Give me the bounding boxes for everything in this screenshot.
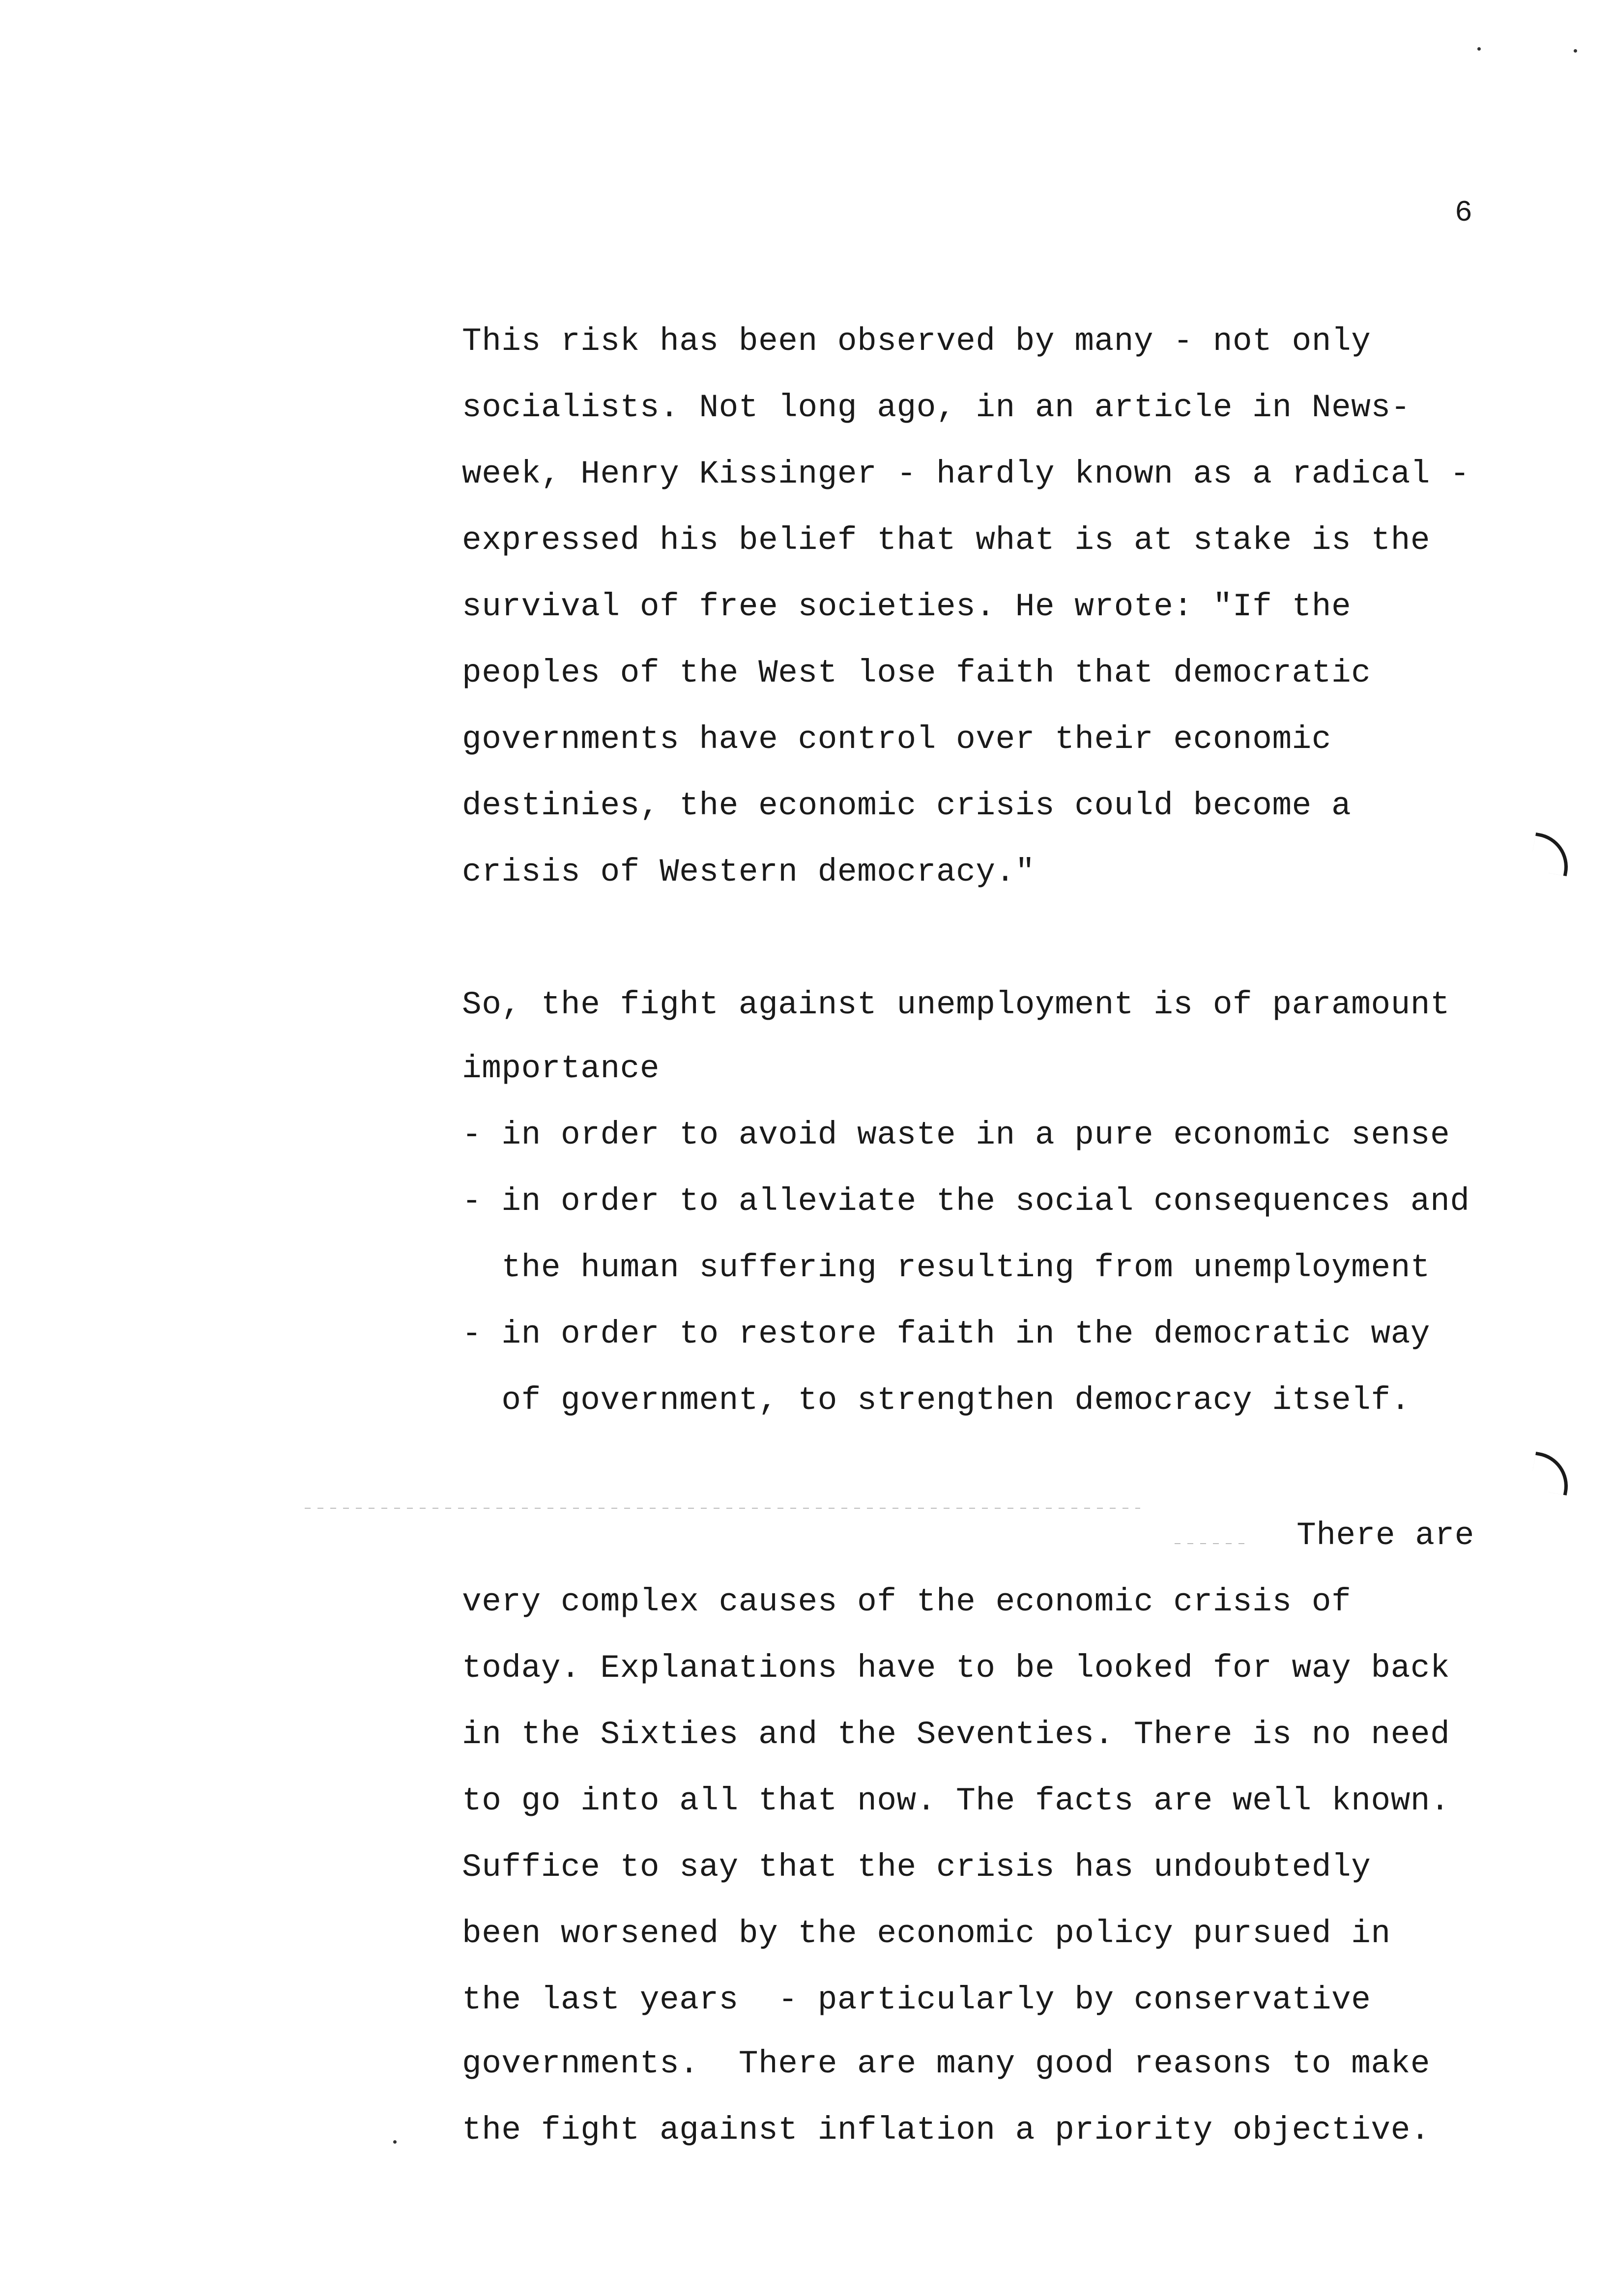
bullet-item-continuation: of government, to strengthen democracy itself. [462,1382,1410,1419]
paragraph-3-line: to go into all that now. The facts are well known. [462,1782,1450,1819]
paragraph-1-line: governments have control over their economic [462,721,1332,758]
paragraph-3-line: the last years - particularly by conservative [462,1981,1371,2018]
paragraph-2-intro-line: So, the fight against unemployment is of paramount [462,986,1450,1023]
paragraph-3-line: the fight against inflation a priority objective. [462,2112,1431,2149]
paragraph-2-intro-line: importance [462,1050,660,1087]
paragraph-3-line: been worsened by the economic policy pursued in [462,1915,1391,1952]
paragraph-1-line: This risk has been observed by many - not only [462,323,1371,360]
bullet-item: - in order to avoid waste in a pure economic sense [462,1117,1450,1153]
paragraph-1-line: destinies, the economic crisis could become a [462,787,1352,824]
paragraph-3-line: Suffice to say that the crisis has undoubtedly [462,1849,1371,1886]
margin-mark [1529,832,1573,876]
bullet-item: - in order to alleviate the social consequences and [462,1183,1470,1220]
paragraph-3-line: in the Sixties and the Seventies. There is no need [462,1716,1450,1753]
paragraph-1-line: survival of free societies. He wrote: "If the [462,588,1352,625]
erased-text-remnant [305,1508,1140,1509]
erased-text-remnant [1175,1543,1248,1544]
speck-mark [393,2140,397,2144]
paragraph-1-line: socialists. Not long ago, in an article in News- [462,389,1410,426]
paragraph-3-line: today. Explanations have to be looked for way back [462,1650,1450,1687]
paragraph-1-line: peoples of the West lose faith that democratic [462,655,1371,691]
paragraph-1-line: week, Henry Kissinger - hardly known as a radical - [462,456,1470,492]
bullet-item: - in order to restore faith in the democratic way [462,1316,1431,1352]
speck-mark [1477,47,1481,51]
speck-mark [1574,49,1577,53]
paragraph-3-first-line: There are [1296,1517,1474,1554]
bullet-item-continuation: the human suffering resulting from unemployment [462,1249,1431,1286]
paragraph-1-line: crisis of Western democracy." [462,854,1035,890]
page-number: 6 [1455,197,1473,230]
margin-mark [1529,1452,1573,1495]
paragraph-3-line: very complex causes of the economic crisis of [462,1583,1352,1620]
paragraph-3-line: governments. There are many good reasons to make [462,2045,1431,2082]
paragraph-1-line: expressed his belief that what is at stake is the [462,522,1431,559]
